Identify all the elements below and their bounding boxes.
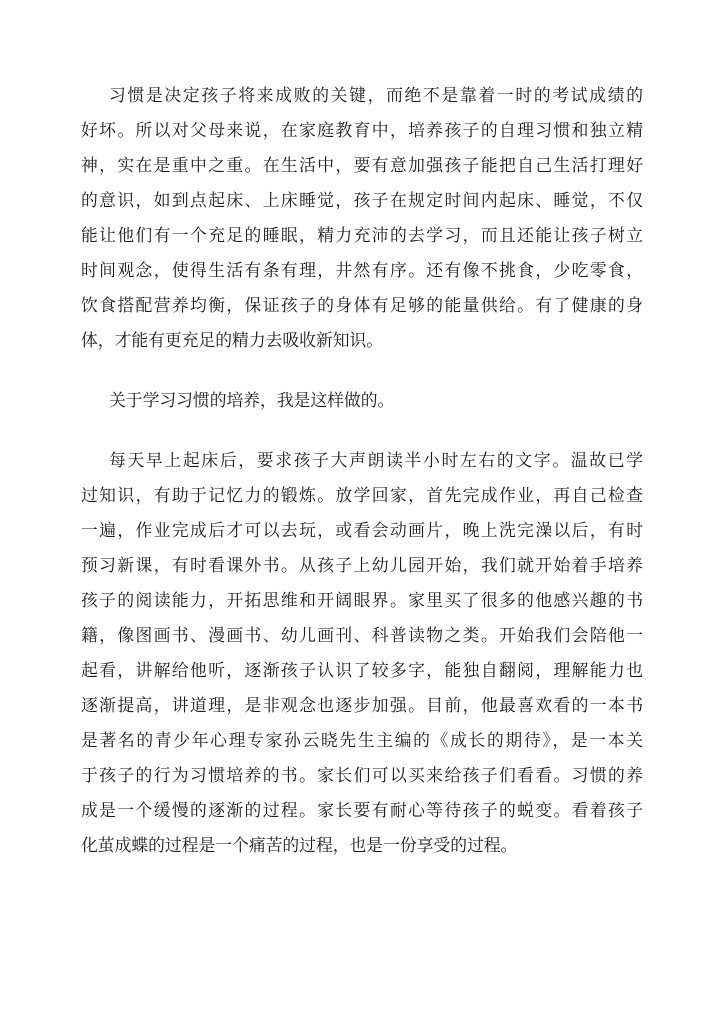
text-line: 化茧成蝶的过程是一个痛苦的过程，也是一份享受的过程。 [81,835,518,855]
text-line: 的意识，如到点起床、上床睡觉，孩子在规定时间内起床、睡觉，不仅 [81,190,643,210]
text-line: 籍，像图画书、漫画书、幼儿画刊、科普读物之类。开始我们会陪他一 [81,625,643,645]
text-line: 体，才能有更充足的精力去吸收新知识。 [81,330,384,350]
text-line: 是著名的青少年心理专家孙云晓先生主编的《成长的期待》，是一本关 [81,730,643,750]
text-line: 成是一个缓慢的逐渐的过程。家长要有耐心等待孩子的蜕变。看着孩子 [81,800,643,820]
text-line: 每天早上起床后，要求孩子大声朗读半小时左右的文字。温故已学 [109,450,643,470]
text-line: 关于学习习惯的培养，我是这样做的。 [109,390,395,410]
document-page [81,78,643,888]
text-line: 一遍，作业完成后才可以去玩，或看会动画片，晚上洗完澡以后，有时 [81,520,643,540]
text-line: 好坏。所以对父母来说，在家庭教育中，培养孩子的自理习惯和独立精 [81,120,643,140]
text-line: 时间观念，使得生活有条有理，井然有序。还有像不挑食，少吃零食， [81,260,643,280]
text-line: 神，实在是重中之重。在生活中，要有意加强孩子能把自己生活打理好 [81,155,643,175]
text-line: 过知识，有助于记忆力的锻炼。放学回家，首先完成作业，再自己检查 [81,485,643,505]
text-line: 预习新课，有时看课外书。从孩子上幼儿园开始，我们就开始着手培养 [81,555,643,575]
text-line: 起看，讲解给他听，逐渐孩子认识了较多字，能独自翻阅，理解能力也 [81,660,643,680]
text-line: 于孩子的行为习惯培养的书。家长们可以买来给孩子们看看。习惯的养 [81,765,643,785]
text-line: 饮食搭配营养均衡，保证孩子的身体有足够的能量供给。有了健康的身 [81,295,643,315]
text-line: 逐渐提高，讲道理，是非观念也逐步加强。目前，他最喜欢看的一本书 [81,695,643,715]
text-line: 习惯是决定孩子将来成败的关键，而绝不是靠着一时的考试成绩的 [109,85,643,105]
paragraph-habits [81,78,643,358]
text-line: 能让他们有一个充足的睡眠，精力充沛的去学习，而且还能让孩子树立 [81,225,643,245]
text-line: 孩子的阅读能力，开拓思维和开阔眼界。家里买了很多的他感兴趣的书 [81,590,643,610]
paragraph-study-methods [81,443,643,863]
paragraph-study-intro [81,383,643,418]
